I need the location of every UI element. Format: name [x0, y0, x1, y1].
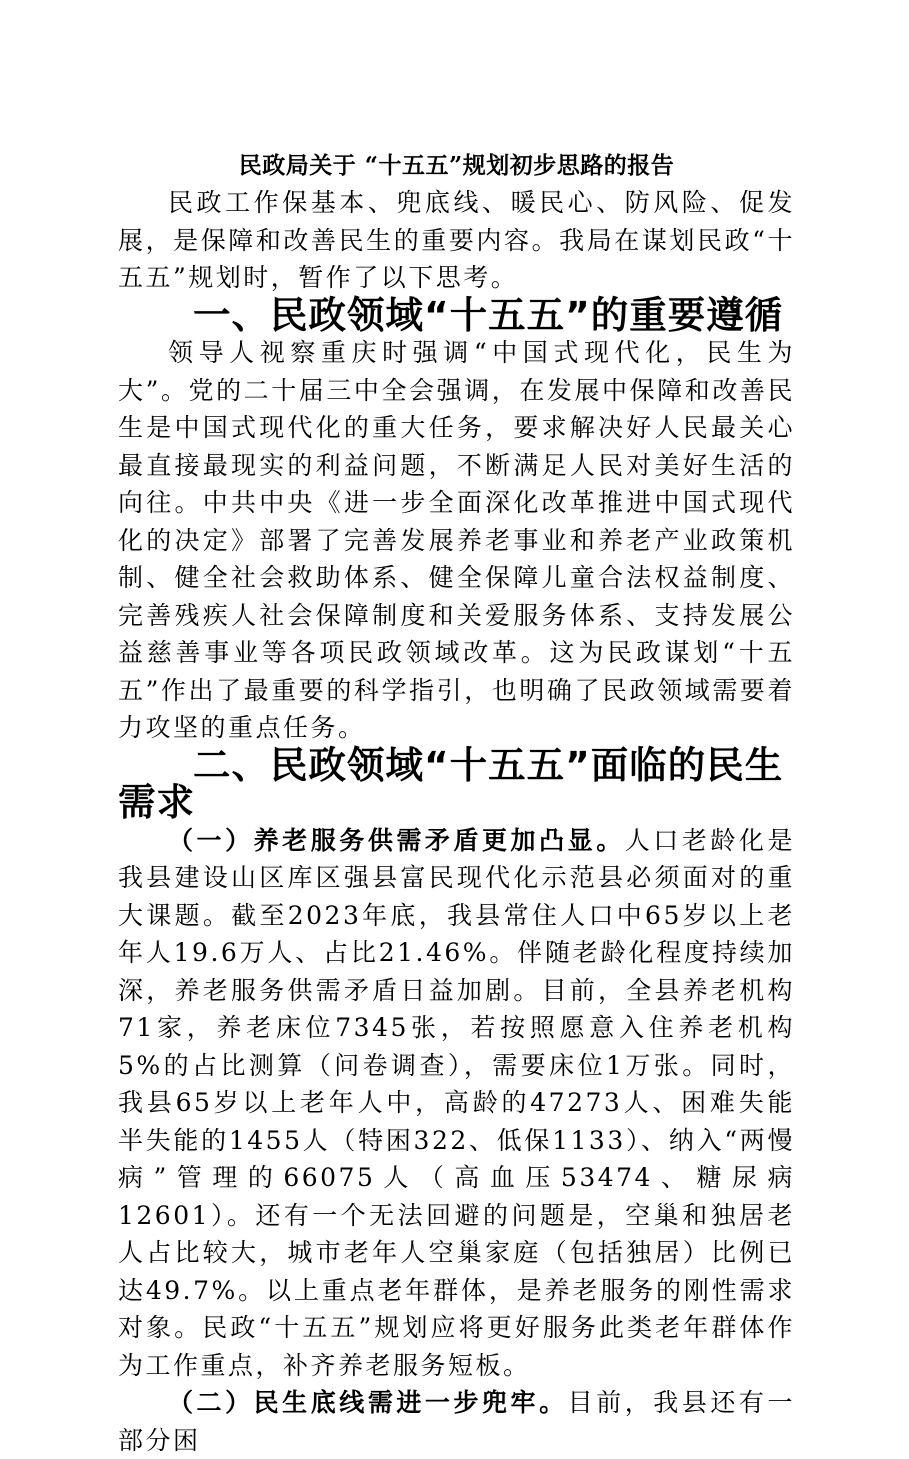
item-1-body: 人口老龄化是我县建设山区库区强县富民现代化示范县必须面对的重大课题。截至2023年底，我县常住人口中65岁以上老年人19.6万人、占比21.46%。伴随老龄化程度持续加深，养老服务供需矛盾日益加剧。目前，全县养老机构71家，养老床位7345张，若按照愿意入住养老机构5%的占比测算（问卷调查），需要床位1万张。同时，我县65岁以上老年人中，高龄的47273人、困难失能半失能的1455人（特困322、低保1133）、纳入“两慢病”管理的66075人（高血压53474、糖尿病12601）。还有一个无法回避的问题是，空巢和独居老人占比较大，城市老年人空巢家庭（包括独居）比例已达49.7%。以上重点老年群体，是养老服务的刚性需求对象。民政“十五五”规划应将更好服务此类老年群体作为工作重点，补齐养老服务短板。 [118, 825, 795, 1380]
section-2-item-1-paragraph [118, 822, 795, 1385]
section-1-paragraph: 领导人视察重庆时强调“中国式现代化，民生为大”。党的二十届三中全会强调，在发展中保障和改善民生是中国式现代化的重大任务，要求解决好人民最关心最直接最现实的利益问题，不断满足人民对美好生活的向往。中共中央《进一步全面深化改革推进中国式现代化的决定》部署了完善发展养老事业和养老产业政策机制、健全社会救助体系、健全保障儿童合法权益制度、完善残疾人社会保障制度和关爱服务体系、支持发展公益慈善事业等各项民政领域改革。这为民政谋划“十五五”作出了最重要的科学指引，也明确了民政领域需要着力攻坚的重点任务。 [118, 338, 795, 742]
item-2-body: 目前，我县还有一部分困 [118, 1388, 795, 1455]
item-1-lead: （一）养老服务供需矛盾更加凸显。 [168, 825, 625, 855]
item-2-lead: （二）民生底线需进一步兜牢。 [168, 1388, 568, 1417]
document-title: 民政局关于 “十五五”规划初步思路的报告 [238, 152, 675, 179]
section-2-item-2-paragraph [118, 1384, 795, 1459]
section-1-heading: 一、民政领域“十五五”的重要遵循 [193, 292, 784, 337]
section-2-heading: 二、民政领域“十五五”面临的民生需求 [118, 742, 784, 824]
document-body [118, 150, 795, 1459]
intro-paragraph: 民政工作保基本、兜底线、暖民心、防风险、促发展，是保障和改善民生的重要内容。我局在谋划民政“十五五”规划时，暂作了以下思考。 [118, 188, 795, 292]
